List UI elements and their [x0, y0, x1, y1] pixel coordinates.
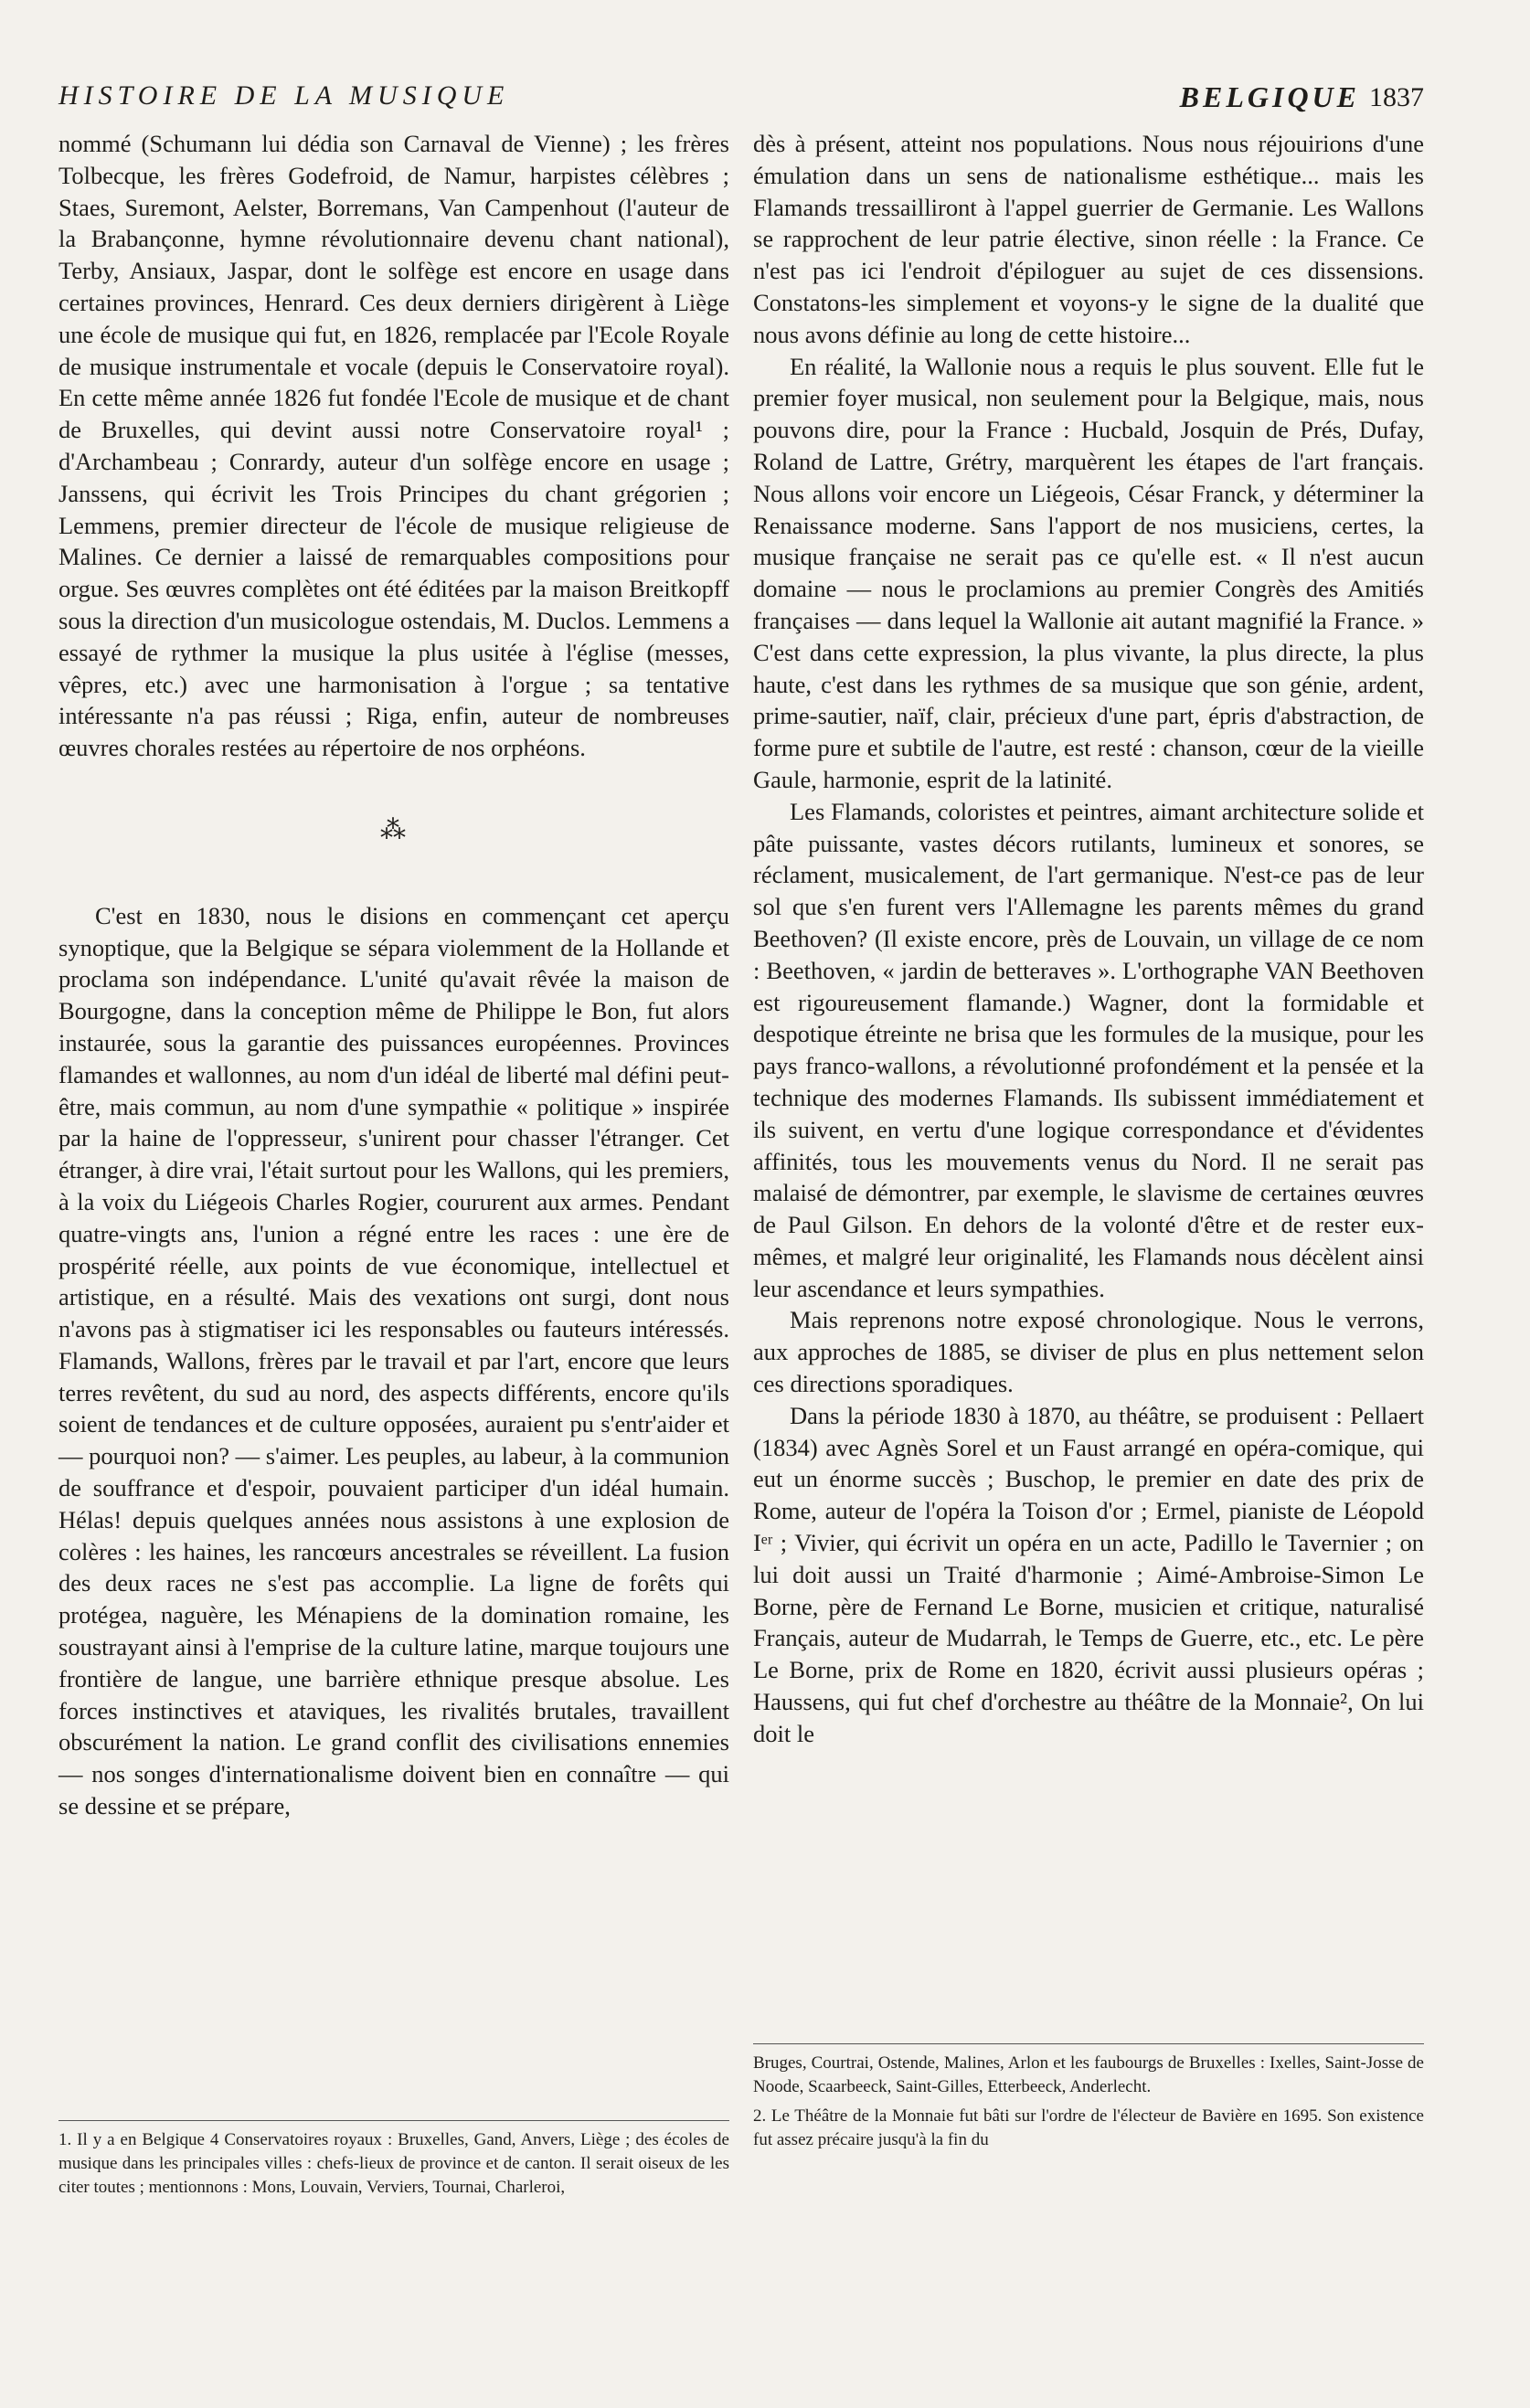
left-paragraph-2: C'est en 1830, nous le disions en commençant cet aperçu synoptique, que la Belgique se sépara violemment de la Hollande et proclama son indépendance. L'unité qu'avait rêvée la maison de Bourgogne, dans la conception même de Philippe le Bon, fut alors instaurée, sous la garantie des puissances européennes. Provinces flamandes et wallonnes, au nom d'un idéal de liberté mal défini peut-être, mais commun, au nom d'une sympathie « politique » inspirée par la haine de l'oppresseur, s'unirent pour chasser l'étranger. Cet étranger, à dire vrai, l'était surtout pour les Wallons, qui les premiers, à la voix du Liégeois Charles Rogier, coururent aux armes. Pendant quatre-vingts ans, l'union a régné entre les races : une ère de prospérité réelle, aux points de vue économique, intellectuel et artistique, en a résulté. Mais des vexations ont surgi, dont nous n'avons pas à stigmatiser ici les responsables ou fauteurs intéressés. Flamands, Wallons, frères par le travail et par l'art, encore que leurs terres revêtent, du sud au nord, des aspects différents, encore qu'ils soient de tendances et de culture opposées, auraient pu s'entr'aider et — pourquoi non? — s'aimer. Les peuples, au labeur, à la communion de souffrance et d'espoir, pouvaient participer d'un idéal humain. Hélas! depuis quelques années nous assistons à une explosion de colères : les haines, les rancœurs ancestrales se réveillent. La fusion des deux races ne s'est pas accomplie. La ligne de forêts qui protégea, naguère, les Ménapiens de la domination romaine, les soustrayant ainsi à l'emprise de la culture latine, marque toujours une frontière de langue, une barrière ethnique presque absolue. Les forces instinctives et ataviques, les rivalités brutales, travaillent obscurément la nation. Le grand conflit des civilisations ennemies — nos songes d'internationalisme doivent bien en connaître — qui se dessine et se prépare, [58, 901, 729, 1820]
right-paragraph-2: En réalité, la Wallonie nous a requis le plus souvent. Elle fut le premier foyer musical, non seulement pour la Belgique, mais, nous pouvons dire, pour la France : Hucbald, Josquin de Prés, Dufay, Roland de Lattre, Grétry, marquèrent les étapes de l'art français. Nous allons voir encore un Liégeois, César Franck, y déterminer la Renaissance moderne. Sans l'apport de nos musiciens, certes, la musique française ne serait pas ce qu'elle est. « Il n'est aucun domaine — nous le proclamions au premier Congrès des Amitiés françaises — dans lequel la Wallonie ait autant magnifié la France. » C'est dans cette expression, la plus vivante, la plus directe, la plus haute, c'est dans les rythmes de sa musique que son génie, ardent, prime-sautier, naïf, clair, précieux d'une part, épris d'abstraction, de forme pure et subtile de l'autre, est resté : chanson, cœur de la vieille Gaule, harmonie, esprit de la latinité. [753, 352, 1424, 793]
footnote-1: 1. Il y a en Belgique 4 Conservatoires royaux : Bruxelles, Gand, Anvers, Liège ; des écoles de musique dans les principales villes : chefs-lieux de province et de canton. Il serait oiseux de les citer toutes ; mentionnons : Mons, Louvain, Verviers, Tournai, Charleroi, [58, 2130, 729, 2197]
right-paragraph-5: Dans la période 1830 à 1870, au théâtre, se produisent : Pellaert (1834) avec Agnès Sorel et un Faust arrangé en opéra-comique, qui eut un énorme succès ; Buschop, le premier en date des prix de Rome, auteur de l'opéra la Toison d'or ; Ermel, pianiste de Léopold Iᵉʳ ; Vivier, qui écrivit un opéra en un acte, Padillo le Tavernier ; on lui doit aussi un Traité d'harmonie ; Aimé-Ambroise-Simon Le Borne, père de Fernand Le Borne, musicien et critique, naturalisé Français, auteur de Mudarrah, le Temps de Guerre, etc., etc. Le père Le Borne, prix de Rome en 1820, écrivit aussi plusieurs opéras ; Haussens, qui fut chef d'orchestre au théâtre de la Monnaie², On lui doit le [753, 1401, 1424, 1747]
right-footnotes [753, 2043, 1424, 2158]
footnote-2: 2. Le Théâtre de la Monnaie fut bâti sur l'ordre de l'électeur de Bavière en 1695. Son existence fut assez précaire jusqu'à la fin du [753, 2106, 1424, 2149]
page-number: 1837 [1369, 82, 1424, 112]
footnote-1-continuation: Bruges, Courtrai, Ostende, Malines, Arlon et les faubourgs de Bruxelles : Ixelles, Saint-Josse de Noode, Scaarbeeck, Saint-Gilles, Etterbeeck, Anderlecht. [753, 2053, 1424, 2096]
section-asterism: ⁂ [380, 815, 408, 844]
right-paragraph-4: Mais reprenons notre exposé chronologique. Nous le verrons, aux approches de 1885, se diviser de plus en plus nettement selon ces directions sporadiques. [753, 1306, 1424, 1398]
left-paragraph-1: nommé (Schumann lui dédia son Carnaval de Vienne) ; les frères Tolbecque, les frères Godefroid, de Namur, harpistes célèbres ; Staes, Suremont, Aelster, Borremans, Van Campenhout (l'auteur de la Brabançonne, hymne révolutionnaire devenu chant national), Terby, Ansiaux, Jaspar, dont le solfège est encore en usage dans certaines provinces, Henrard. Ces deux derniers dirigèrent à Liège une école de musique qui fut, en 1826, remplacée par l'Ecole Royale de musique instrumentale et vocale (depuis le Conservatoire royal). En cette même année 1826 fut fondée l'Ecole de musique et de chant de Bruxelles, qui devint aussi notre Conservatoire royal¹ ; d'Archambeau ; Conrardy, auteur d'un solfège encore en usage ; Janssens, qui écrivit les Trois Principes du chant grégorien ; Lemmens, premier directeur de l'école de musique religieuse de Malines. Ce dernier a laissé de remarquables compositions pour orgue. Ses œuvres complètes ont été éditées par la maison Breitkopff sous la direction d'un musicologue ostendais, M. Duclos. Lemmens a essayé de rythmer la musique la plus usitée à l'église (messes, vêpres, etc.) avec une harmonisation à l'orgue ; sa tentative intéressante n'a pas réussi ; Riga, enfin, auteur de nombreuses œuvres chorales restées au répertoire de nos orphéons. [58, 130, 729, 762]
left-footnotes [58, 2120, 729, 2205]
right-paragraph-3: Les Flamands, coloristes et peintres, aimant architecture solide et pâte puissante, vastes décors rutilants, lumineux et sonores, se réclament, musicalement, de l'art germanique. N'est-ce pas de leur sol que s'en furent vers l'Allemagne les parents mêmes du grand Beethoven? (Il existe encore, près de Louvain, un village de ce nom : Beethoven, « jardin de betteraves ». L'orthographe VAN Beethoven est rigoureusement flamande.) Wagner, dont la formidable et despotique étreinte ne brisa que les formules de la musique, pour les pays franco-wallons, a révolutionné profondément et la pensée et la technique des modernes Flamands. Ils subissent immédiatement et ils suivent, en vertu d'une logique correspondance et d'évidentes affinités, tous les mouvements venus du Nord. Il ne serait pas malaisé de démontrer, par exemple, le slavisme de certaines œuvres de Paul Gilson. En dehors de la volonté d'être et de rester eux-mêmes, et malgré leur originalité, les Flamands nous décèlent ainsi leur ascendance et leurs sympathies. [753, 797, 1424, 1302]
running-title-right: BELGIQUE [1179, 80, 1360, 113]
running-title-left: HISTOIRE DE LA MUSIQUE [58, 80, 510, 111]
right-paragraph-1: dès à présent, atteint nos populations. Nous nous réjouirions d'une émulation dans un sens de nationalisme esthétique... mais les Flamands tressailliront à l'appel guerrier de Germanie. Les Wallons se rapprochent de leur patrie élective, sinon réelle : la France. Ce n'est pas ici l'endroit d'épiloguer au sujet de ces dissensions. Constatons-les simplement et voyons-y le signe de la dualité que nous avons définie au long de cette histoire... [753, 130, 1424, 348]
left-column [58, 128, 729, 1822]
right-column [753, 128, 1424, 1750]
running-header [58, 80, 1424, 121]
